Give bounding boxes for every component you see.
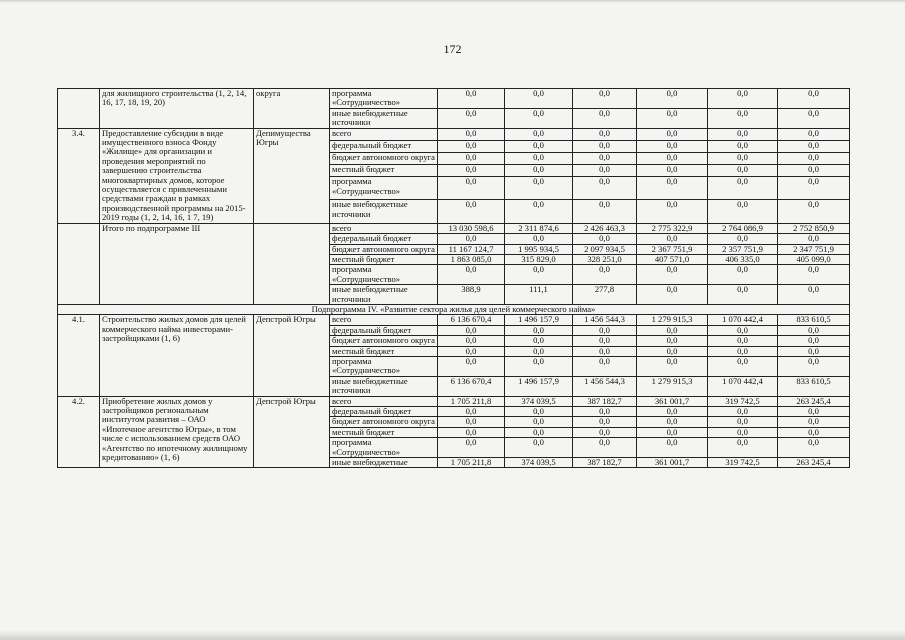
amount-cell: 0,0: [505, 438, 573, 458]
amount-cell: 0,0: [708, 438, 778, 458]
item-number: [58, 89, 100, 129]
funding-source: всего: [330, 315, 438, 325]
item-name: Предоставление субсидии в виде имущественного взноса Фонду «Жилище» для организации и проведения мероприятий по завершению строительства многоквартирных домов, которое осуществляется с привлеченными средствами граждан в рамках производственной программы на 2015-2019 годы (1, 2, 14, 16, 1 7, 19): [100, 128, 254, 223]
amount-cell: 0,0: [505, 128, 573, 140]
amount-cell: 0,0: [573, 165, 637, 177]
amount-cell: 0,0: [573, 140, 637, 152]
amount-cell: 0,0: [708, 356, 778, 376]
amount-cell: 0,0: [505, 165, 573, 177]
amount-cell: 0,0: [778, 128, 850, 140]
amount-cell: 0,0: [637, 89, 708, 109]
funding-source: программа «Сотрудничество»: [330, 89, 438, 109]
amount-cell: 1 070 442,4: [708, 315, 778, 325]
amount-cell: 1 456 544,3: [573, 376, 637, 396]
amount-cell: 361 001,7: [637, 396, 708, 406]
amount-cell: 387 182,7: [573, 396, 637, 406]
table-row: [58, 315, 850, 325]
amount-cell: 263 245,4: [778, 458, 850, 468]
amount-cell: 0,0: [438, 325, 505, 335]
amount-cell: 1 863 085,0: [438, 254, 505, 264]
amount-cell: 0,0: [505, 234, 573, 244]
amount-cell: 1 279 915,3: [637, 376, 708, 396]
amount-cell: 2 775 322,9: [637, 223, 708, 233]
amount-cell: 6 136 670,4: [438, 376, 505, 396]
amount-cell: 2 426 463,3: [573, 223, 637, 233]
amount-cell: 0,0: [708, 165, 778, 177]
funding-source: иные внебюджетные источники: [330, 376, 438, 396]
amount-cell: 374 039,5: [505, 458, 573, 468]
amount-cell: 0,0: [573, 265, 637, 285]
funding-source: бюджет автономного округа: [330, 244, 438, 254]
item-executor: округа: [254, 89, 330, 129]
amount-cell: 0,0: [505, 346, 573, 356]
funding-source: бюджет автономного округа: [330, 152, 438, 164]
item-name: Строительство жилых домов для целей коммерческого найма инвесторами-застройщиками (1, 6): [100, 315, 254, 396]
amount-cell: 0,0: [708, 285, 778, 305]
amount-cell: 0,0: [708, 417, 778, 427]
item-name: Итого по подпрограмме III: [100, 223, 254, 304]
amount-cell: 0,0: [438, 108, 505, 128]
amount-cell: 0,0: [438, 200, 505, 223]
amount-cell: 0,0: [505, 265, 573, 285]
amount-cell: 833 610,5: [778, 376, 850, 396]
amount-cell: 2 097 934,5: [573, 244, 637, 254]
amount-cell: 0,0: [573, 152, 637, 164]
amount-cell: 0,0: [778, 325, 850, 335]
amount-cell: 0,0: [637, 234, 708, 244]
amount-cell: 0,0: [778, 152, 850, 164]
amount-cell: 0,0: [438, 265, 505, 285]
amount-cell: 0,0: [778, 177, 850, 200]
funding-source: всего: [330, 223, 438, 233]
amount-cell: 2 367 751,9: [637, 244, 708, 254]
amount-cell: 319 742,5: [708, 396, 778, 406]
amount-cell: 0,0: [438, 89, 505, 109]
amount-cell: 0,0: [438, 336, 505, 346]
amount-cell: 0,0: [637, 325, 708, 335]
amount-cell: 0,0: [438, 356, 505, 376]
amount-cell: 0,0: [708, 265, 778, 285]
amount-cell: 0,0: [708, 140, 778, 152]
amount-cell: 328 251,0: [573, 254, 637, 264]
amount-cell: 0,0: [778, 427, 850, 437]
funding-source: местный бюджет: [330, 427, 438, 437]
amount-cell: 0,0: [438, 234, 505, 244]
amount-cell: 0,0: [637, 417, 708, 427]
amount-cell: 2 357 751,9: [708, 244, 778, 254]
amount-cell: 0,0: [438, 177, 505, 200]
amount-cell: 1 705 211,8: [438, 396, 505, 406]
amount-cell: 111,1: [505, 285, 573, 305]
amount-cell: 1 279 915,3: [637, 315, 708, 325]
amount-cell: 0,0: [778, 165, 850, 177]
amount-cell: 319 742,5: [708, 458, 778, 468]
amount-cell: 0,0: [778, 108, 850, 128]
amount-cell: 405 099,0: [778, 254, 850, 264]
amount-cell: 0,0: [438, 438, 505, 458]
amount-cell: 0,0: [708, 336, 778, 346]
amount-cell: 0,0: [778, 265, 850, 285]
amount-cell: 0,0: [778, 407, 850, 417]
amount-cell: 0,0: [438, 346, 505, 356]
amount-cell: 0,0: [637, 265, 708, 285]
amount-cell: 407 571,0: [637, 254, 708, 264]
amount-cell: 0,0: [637, 356, 708, 376]
amount-cell: 0,0: [637, 152, 708, 164]
amount-cell: 0,0: [505, 417, 573, 427]
amount-cell: 374 039,5: [505, 396, 573, 406]
amount-cell: 0,0: [708, 407, 778, 417]
amount-cell: 1 496 157,9: [505, 315, 573, 325]
amount-cell: 0,0: [637, 346, 708, 356]
amount-cell: 0,0: [778, 346, 850, 356]
amount-cell: 0,0: [573, 438, 637, 458]
item-executor: Депимущества Югры: [254, 128, 330, 223]
table-row: [58, 89, 850, 109]
amount-cell: 0,0: [708, 177, 778, 200]
amount-cell: 361 001,7: [637, 458, 708, 468]
amount-cell: 0,0: [637, 336, 708, 346]
amount-cell: 0,0: [438, 140, 505, 152]
amount-cell: 0,0: [778, 285, 850, 305]
funding-source: программа «Сотрудничество»: [330, 356, 438, 376]
funding-source: федеральный бюджет: [330, 407, 438, 417]
amount-cell: 0,0: [708, 128, 778, 140]
amount-cell: 0,0: [573, 417, 637, 427]
amount-cell: 0,0: [708, 346, 778, 356]
amount-cell: 0,0: [573, 427, 637, 437]
funding-source: бюджет автономного округа: [330, 336, 438, 346]
amount-cell: 0,0: [505, 200, 573, 223]
item-number: 4.2.: [58, 396, 100, 468]
amount-cell: 0,0: [505, 177, 573, 200]
amount-cell: 2 764 086,9: [708, 223, 778, 233]
amount-cell: 0,0: [637, 177, 708, 200]
amount-cell: 277,8: [573, 285, 637, 305]
amount-cell: 2 311 874,6: [505, 223, 573, 233]
funding-source: местный бюджет: [330, 165, 438, 177]
funding-source: всего: [330, 128, 438, 140]
amount-cell: 1 456 544,3: [573, 315, 637, 325]
amount-cell: 11 167 124,7: [438, 244, 505, 254]
amount-cell: 0,0: [438, 152, 505, 164]
amount-cell: 0,0: [573, 234, 637, 244]
amount-cell: 0,0: [505, 427, 573, 437]
amount-cell: 1 070 442,4: [708, 376, 778, 396]
funding-source: программа «Сотрудничество»: [330, 438, 438, 458]
amount-cell: 6 136 670,4: [438, 315, 505, 325]
amount-cell: 0,0: [708, 234, 778, 244]
funding-source: местный бюджет: [330, 254, 438, 264]
amount-cell: 0,0: [778, 89, 850, 109]
funding-source: всего: [330, 396, 438, 406]
amount-cell: 0,0: [505, 89, 573, 109]
amount-cell: 1 496 157,9: [505, 376, 573, 396]
amount-cell: 1 995 934,5: [505, 244, 573, 254]
amount-cell: 387 182,7: [573, 458, 637, 468]
amount-cell: 0,0: [438, 417, 505, 427]
amount-cell: 0,0: [637, 200, 708, 223]
item-executor: Депстрой Югры: [254, 396, 330, 468]
amount-cell: 0,0: [708, 200, 778, 223]
funding-source: иные внебюджетные: [330, 458, 438, 468]
section-title: Подпрограмма IV. «Развитие сектора жилья для целей коммерческого найма»: [58, 304, 850, 314]
amount-cell: 0,0: [637, 285, 708, 305]
amount-cell: 0,0: [637, 108, 708, 128]
amount-cell: 0,0: [637, 427, 708, 437]
amount-cell: 2 752 850,9: [778, 223, 850, 233]
item-name: Приобретение жилых домов у застройщиков региональным институтом развития – ОАО «Ипотечное агентство Югры», в том числе с использованием средств ОАО «Агентство по ипотечному жилищному кредитованию» (1, 6): [100, 396, 254, 468]
amount-cell: 0,0: [573, 356, 637, 376]
amount-cell: 0,0: [708, 325, 778, 335]
amount-cell: 0,0: [573, 346, 637, 356]
item-executor: Депстрой Югры: [254, 315, 330, 396]
amount-cell: 0,0: [573, 407, 637, 417]
amount-cell: 0,0: [708, 108, 778, 128]
amount-cell: 0,0: [438, 407, 505, 417]
amount-cell: 0,0: [637, 407, 708, 417]
amount-cell: 0,0: [505, 152, 573, 164]
amount-cell: 0,0: [505, 336, 573, 346]
funding-source: федеральный бюджет: [330, 325, 438, 335]
amount-cell: 0,0: [505, 325, 573, 335]
amount-cell: 0,0: [708, 152, 778, 164]
funding-source: программа «Сотрудничество»: [330, 177, 438, 200]
amount-cell: 0,0: [637, 140, 708, 152]
amount-cell: 0,0: [505, 407, 573, 417]
item-number: 4.1.: [58, 315, 100, 396]
amount-cell: 2 347 751,9: [778, 244, 850, 254]
amount-cell: 0,0: [708, 427, 778, 437]
funding-source: программа «Сотрудничество»: [330, 265, 438, 285]
amount-cell: 0,0: [637, 438, 708, 458]
amount-cell: 0,0: [573, 128, 637, 140]
funding-source: федеральный бюджет: [330, 234, 438, 244]
amount-cell: 0,0: [438, 128, 505, 140]
item-number: 3.4.: [58, 128, 100, 223]
amount-cell: 1 705 211,8: [438, 458, 505, 468]
amount-cell: 0,0: [778, 140, 850, 152]
funding-source: федеральный бюджет: [330, 140, 438, 152]
section-row: [58, 304, 850, 314]
budget-table: [57, 88, 850, 468]
item-executor: [254, 223, 330, 304]
scan-bottom-edge: [0, 630, 905, 640]
amount-cell: 0,0: [778, 438, 850, 458]
amount-cell: 263 245,4: [778, 396, 850, 406]
amount-cell: 0,0: [573, 108, 637, 128]
amount-cell: 0,0: [778, 234, 850, 244]
funding-source: иные внебюджетные источники: [330, 108, 438, 128]
amount-cell: 0,0: [708, 89, 778, 109]
table-row: [58, 396, 850, 406]
funding-source: иные внебюджетные источники: [330, 285, 438, 305]
amount-cell: 0,0: [505, 108, 573, 128]
item-name: для жилищного строительства (1, 2, 14, 16, 17, 18, 19, 20): [100, 89, 254, 129]
amount-cell: 0,0: [438, 165, 505, 177]
amount-cell: 0,0: [438, 427, 505, 437]
amount-cell: 833 610,5: [778, 315, 850, 325]
amount-cell: 0,0: [573, 89, 637, 109]
amount-cell: 388,9: [438, 285, 505, 305]
amount-cell: 13 030 598,6: [438, 223, 505, 233]
amount-cell: 0,0: [778, 336, 850, 346]
amount-cell: 406 335,0: [708, 254, 778, 264]
scan-top-edge: [0, 0, 905, 3]
amount-cell: 0,0: [505, 356, 573, 376]
amount-cell: 0,0: [573, 200, 637, 223]
page-number: 172: [443, 42, 462, 56]
amount-cell: 315 829,0: [505, 254, 573, 264]
amount-cell: 0,0: [778, 356, 850, 376]
amount-cell: 0,0: [778, 200, 850, 223]
amount-cell: 0,0: [573, 325, 637, 335]
table-row: [58, 128, 850, 140]
amount-cell: 0,0: [637, 165, 708, 177]
amount-cell: 0,0: [573, 336, 637, 346]
amount-cell: 0,0: [573, 177, 637, 200]
funding-source: местный бюджет: [330, 346, 438, 356]
funding-source: иные внебюджетные источники: [330, 200, 438, 223]
amount-cell: 0,0: [637, 128, 708, 140]
amount-cell: 0,0: [778, 417, 850, 427]
funding-source: бюджет автономного округа: [330, 417, 438, 427]
amount-cell: 0,0: [505, 140, 573, 152]
item-number: [58, 223, 100, 304]
table-row: [58, 223, 850, 233]
